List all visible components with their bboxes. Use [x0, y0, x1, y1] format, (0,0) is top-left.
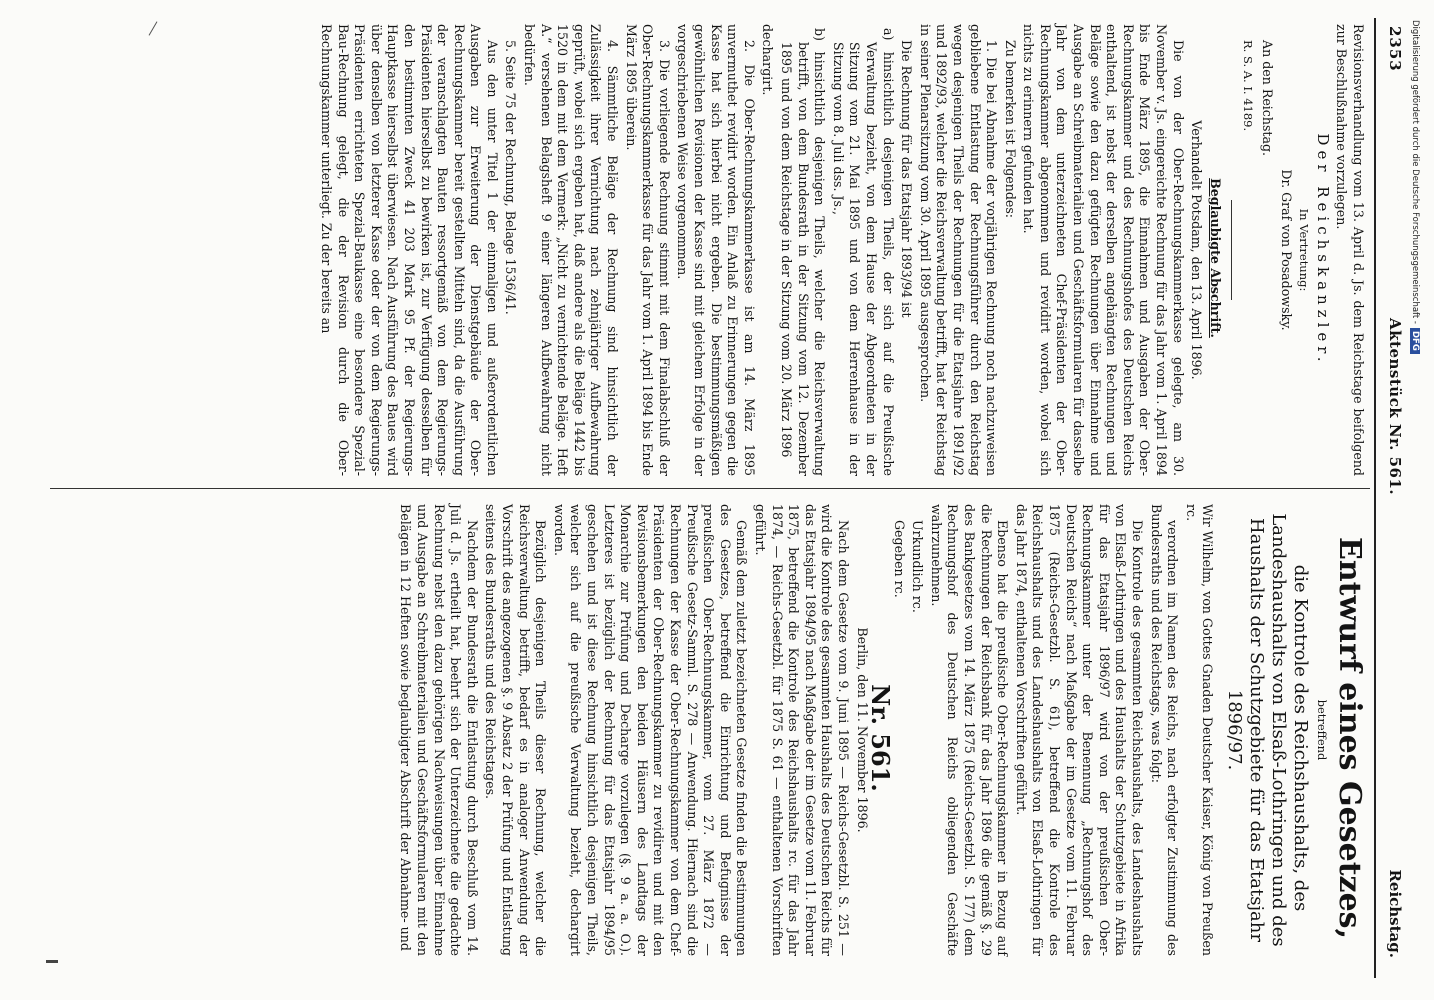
paragraph: Zu bemerken ist Folgendes:: [1002, 40, 1018, 219]
running-title: Reichstag.: [1386, 869, 1404, 958]
left-column: [315, 24, 1366, 476]
separator-rule: [1231, 200, 1232, 300]
paragraph: Ebenso hat die preußische Ober-Rechnungskammer in Bezug auf die Rechnungen der Reichsbank für das Jahr 1896 die gemäß §. 29 des Bankgesetzes vom 14. März 1875 (Reichs-Gesetzbl. S. 177) dem Rechnungshof des Deutschen Reichs obliegenden Geschäfte wahrzunehmen.: [928, 504, 1011, 956]
paragraph: Gemäß dem zuletzt bezeichneten Gesetze finden die Bestimmungen des Gesetzes, betreffend die Einrichtung und Befugnisse der preußischen Ober-Rechnungskammer, vom 27. März 1872 — Preußische Gesetz-Samml. S. 278 — Anwendung. Hiernach sind die Rechnungen der Kasse der Ober-Rechnungskammer von dem Chef-Präsidenten der Ober-Rechnungskammer zu revidiren und mit den Revisionsbemerkungen den beiden Häusern des Landtags der Monarchie zur Prüfung und Decharge vorzulegen (§. 9 a. a. O.). Letzteres ist bezüglich der Rechnung für das Etatsjahr 1894/95 geschehen und ist diese Rechnung hinsichtlich desjenigen Theils, welcher sich auf die preußische Verwaltung bezieht, dechargirt worden.: [551, 504, 750, 956]
signature-name: Dr. Graf von Posadowsky.: [1278, 169, 1294, 331]
draft-law-subject: die Kontrole des Reichshaushalts, des Landeshaushalts von Elsaß-Lothringen und des Haushalts der Schutzgebiete für das Etatsjahr 1896/97.: [1224, 513, 1312, 947]
paragraph: 3. Die vorliegende Rechnung stimmt mit dem Finalabschluß der Ober-Rechnungskammerkasse für das Jahr vom 1. April 1894 bis Ende März 1895 überein.: [623, 24, 672, 476]
paragraph: Die Rechnung für das Etatsjahr 1893/94 ist: [899, 40, 915, 318]
signature-title: Der Reichskanzler.: [1313, 133, 1332, 367]
reference-number: R. S. A. I. 4189.: [1241, 40, 1256, 132]
paragraph: dechargirt.: [760, 24, 776, 96]
enactment-name: Wir Wilhelm, von Gottes Gnaden Deutscher Kaiser, König von Preußen rc.: [1183, 504, 1216, 956]
paragraph: Nachdem der Bundesrath die Entlastung durch Beschluß vom 14. Juli d. Js. ertheilt hat, beehrt sich der Unterzeichnete die gedachte Rechnung nebst den dazu gehörigen Nachweisungen über Einnahme und Ausgabe an Schreibmaterialien und Geschäftsformularen mit den Belägen in 12 Heften sowie beglaubigter Abschrift der Abnahme- und: [398, 504, 480, 956]
page-header: [1374, 18, 1410, 978]
certified-heading: Beglaubigte Abschrift.: [1207, 178, 1223, 338]
dfg-logo: DFG: [1410, 328, 1420, 354]
paragraph: Bezüglich desjenigen Theils dieser Rechnung, welcher die Reichsverwaltung betrifft, bedarf es in analoger Anwendung der Vorschrift des angezogenen §. 9 Absatz 2 der Prüfung und Entlastung seitens des Bundesraths und des Reichstages.: [483, 504, 549, 956]
paragraph: 1. Die bei Abnahme der vorjährigen Rechnung noch nachzuweisen gebliebene Entlastung der Rechnungsführer durch den Reichstag wegen desjenigen Theils der Rechnungen für die Etatsjahre 1891/92 und 1892/93, welcher die Reichsverwaltung betrifft, hat der Reichstag in seiner Plenarsitzung vom 30. April 1895 ausgesprochen.: [917, 24, 1000, 476]
draft-law-title: Entwurf eines Gesetzes,: [1332, 536, 1367, 940]
gegeben-line: Gegeben rc.: [891, 520, 907, 598]
paragraph: 5. Seite 75 der Rechnung, Belage 1536/41.: [503, 40, 519, 315]
paragraph: 2. Die Ober-Rechnungskammerkasse ist am 14. März 1895 unvermuthet revidirt worden. Ein Anlaß zu Erinnerungen gegen die Kasse hat sich hierbei nicht ergeben. Die bestimmungsmäßigen gewöhnlichen Revisionen der Kasse sind mit gleichem Erfolge in der vorgeschriebenen Weise vorgenommen.: [675, 24, 757, 476]
dateline: Berlin, den 11. November 1896.: [854, 627, 870, 833]
paragraph: 4. Sämmtliche Beläge der Rechnung sind hinsichtlich der Zulässigkeit ihrer Vernichtung nach zehnjähriger Aufbewahrung geprüft, wobei sich ergeben hat, daß andere als die Beläge 1442 bis 1520 in dem mit dem Vermerk: „Nicht zu vernichtende Beläge. Heft A.“ versehenen Belagsheft 9 einer längeren Aufbewahrung nicht bedürfen.: [522, 24, 621, 476]
paragraph: Aus den unter Titel 1 der einmaligen und außerordentlichen Ausgaben zur Erweiterung der Dienstgebäude der Ober-Rechnungskammer bereit gestellten Mitteln sind, da die Ausführung der veranschlagten Bauten ressortgemäß von dem Regierungs-Präsidenten hierselbst zu bewirken ist, zur Verfügung desselben für den bestimmten Zweck 41 203 Mark 95 Pf. der Regierungs-Hauptkasse hierselbst überwiesen. Nach Ausführung des Baues wird über denselben von letzterer Kasse oder der von dem Regierungs-Präsidenten errichteten Spezial-Baukasse eine besondere Spezial-Bau-Rechnung gelegt, die der Revision durch die Ober-Rechnungskammer unterliegt. Zu der bereits an: [318, 24, 500, 476]
paragraph: Revisionsverhandlung vom 13. April d. Js. dem Reichstage beifolgend zur Beschlußnahme vorzulegen.: [1334, 24, 1366, 476]
document-label: Aktenstück Nr. 561.: [1386, 318, 1404, 496]
urkundlich-line: Urkundlich rc.: [910, 520, 926, 613]
column-divider: [50, 488, 1370, 489]
paragraph: verordnen im Namen des Reichs, nach erfolgter Zustimmung des Bundesraths und des Reichstags, was folgt:: [1148, 504, 1181, 956]
list-item: b) hinsichtlich desjenigen Theils, welcher die Reichsverwaltung betrifft, von dem Bundesrath in der Sitzung vom 12. Dezember 1895 und von dem Reichstage in der Sitzung vom 20. März 1896: [779, 28, 828, 476]
paragraph: Die von der Ober-Rechnungskammerkasse gelegte, am 30. November v. Js. eingereichte Rechnung für das Jahr vom 1. April 1894 bis Ende März 1895, die Einnahmen und Ausgaben der Ober-Rechnungskammer und des Rechnungshofes des Deutschen Reichs enthaltend, ist nebst der derselben angehängten Rechnungen und Beläge sowie den dazu gefügten Rechnungen über Einnahme und Ausgabe an Schreibmaterialien und Geschäftsformularen für dasselbe Jahr von dem unterzeichneten Chef-Präsidenten der Ober-Rechnungskammer abgenommen und revidirt worden, wobei sich nichts zu erinnern gefunden hat.: [1021, 24, 1186, 476]
page-number: 2353: [1386, 26, 1404, 72]
paragraph: Die Kontrole des gesammten Reichshaushalts, des Landeshaushalts von Elsaß-Lothringen und des Haushalts der Schutzgebiete in Afrika für das Etatsjahr 1896/97 wird von der preußischen Ober-Rechnungskammer unter der Benennung „Rechnungshof des Deutschen Reichs“ nach Maßgabe der im Gesetze vom 11. Februar 1875 (Reichs-Gesetzbl. S. 61), betreffend die Kontrole des Reichshaushalts und des Landeshaushalts von Elsaß-Lothringen für das Jahr 1874, enthaltenen Vorschriften geführt.: [1013, 504, 1146, 956]
right-column: [395, 504, 1366, 956]
list-item: a) hinsichtlich desjenigen Theils, der sich auf die Preußische Verwaltung bezieht, von dem Hause der Abgeordneten in der Sitzung vom 21. Mai 1895 und von dem Herrenhause in der Sitzung vom 8. Juli dss. Js.,: [830, 28, 896, 476]
digitization-text: Digitalisierung gefördert durch die Deutsche Forschungsgemeinschaft -: [1410, 20, 1420, 324]
addressee: An den Reichstag.: [1260, 40, 1276, 157]
number-heading: Nr. 561.: [866, 684, 896, 792]
negotiated-line: Verhandelt Potsdam, den 13. April 1896.: [1189, 120, 1205, 380]
digitization-credit: [1410, 20, 1420, 354]
rotated-page: [30, 18, 1410, 978]
paragraph: Nach dem Gesetze vom 9. Juni 1895 — Reichs-Gesetzbl. S. 251 — wird die Kontrole des gesammten Haushalts des Deutschen Reichs für das Etatsjahr 1894/95 nach Maßgabe der im Gesetze vom 11. Februar 1875, betreffend die Kontrole des Reichshaushalts rc. für das Jahr 1874, — Reichs-Gesetzbl. für 1875 S. 61 — enthaltenen Vorschriften geführt.: [752, 504, 851, 956]
signature-deputy: In Vertretung:: [1297, 208, 1312, 292]
betreffend-label: betreffend: [1315, 699, 1329, 761]
